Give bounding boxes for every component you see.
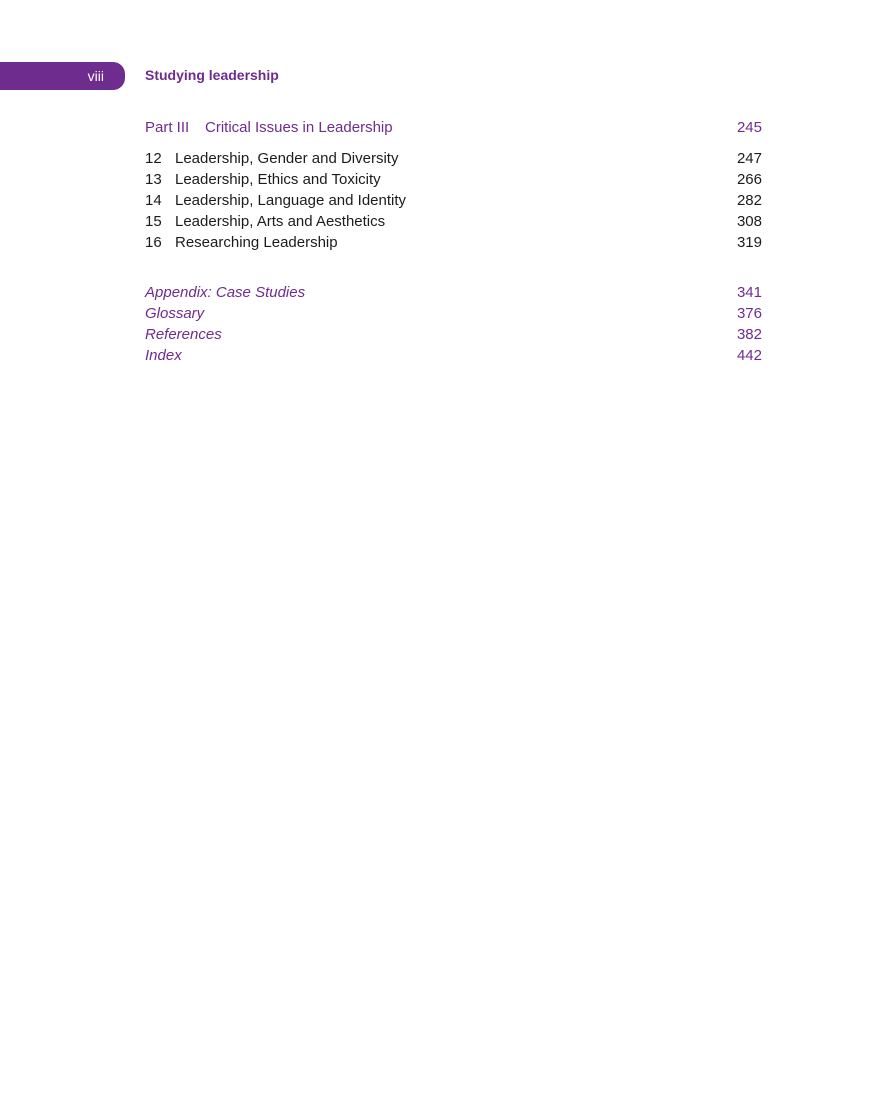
- back-matter-page: 382: [736, 326, 762, 343]
- chapter-page: 266: [736, 171, 762, 188]
- chapter-number: 15: [145, 213, 162, 230]
- chapter-number: 16: [145, 234, 162, 251]
- table-of-contents: [145, 117, 762, 366]
- toc-chapter-entry[interactable]: [145, 169, 762, 190]
- chapter-page: 247: [736, 150, 762, 167]
- chapter-title: Leadership, Ethics and Toxicity: [175, 171, 381, 188]
- back-matter-page: 442: [736, 347, 762, 364]
- back-matter-list: [145, 282, 762, 366]
- toc-back-matter-entry[interactable]: [145, 345, 762, 366]
- toc-part-entry[interactable]: [145, 117, 762, 138]
- part-page: 245: [736, 119, 762, 136]
- chapter-page: 319: [736, 234, 762, 251]
- chapter-number: 13: [145, 171, 162, 188]
- chapter-title: Leadership, Language and Identity: [175, 192, 407, 209]
- chapter-number: 12: [145, 150, 162, 167]
- toc-chapter-entry[interactable]: [145, 190, 762, 211]
- chapter-page: 308: [736, 213, 762, 230]
- toc-back-matter-entry[interactable]: [145, 282, 762, 303]
- part-title: Critical Issues in Leadership: [205, 119, 393, 136]
- page-number: viii: [87, 68, 104, 84]
- chapter-number: 14: [145, 192, 162, 209]
- chapter-title: Leadership, Gender and Diversity: [175, 150, 399, 167]
- toc-chapter-entry[interactable]: [145, 211, 762, 232]
- back-matter-title: Index: [145, 347, 182, 364]
- toc-back-matter-entry[interactable]: [145, 303, 762, 324]
- chapter-page: 282: [736, 192, 762, 209]
- toc-back-matter-entry[interactable]: [145, 324, 762, 345]
- page-number-tab: [0, 62, 125, 90]
- toc-chapter-entry[interactable]: [145, 232, 762, 253]
- back-matter-title: Appendix: Case Studies: [145, 284, 306, 301]
- back-matter-title: Glossary: [145, 305, 205, 322]
- running-title: Studying leadership: [145, 67, 279, 83]
- back-matter-title: References: [145, 326, 222, 343]
- chapter-title: Leadership, Arts and Aesthetics: [175, 213, 386, 230]
- chapter-title: Researching Leadership: [175, 234, 338, 251]
- chapter-list: [145, 148, 762, 253]
- part-label: Part III: [145, 119, 190, 136]
- toc-chapter-entry[interactable]: [145, 148, 762, 169]
- back-matter-page: 376: [736, 305, 762, 322]
- back-matter-page: 341: [736, 284, 762, 301]
